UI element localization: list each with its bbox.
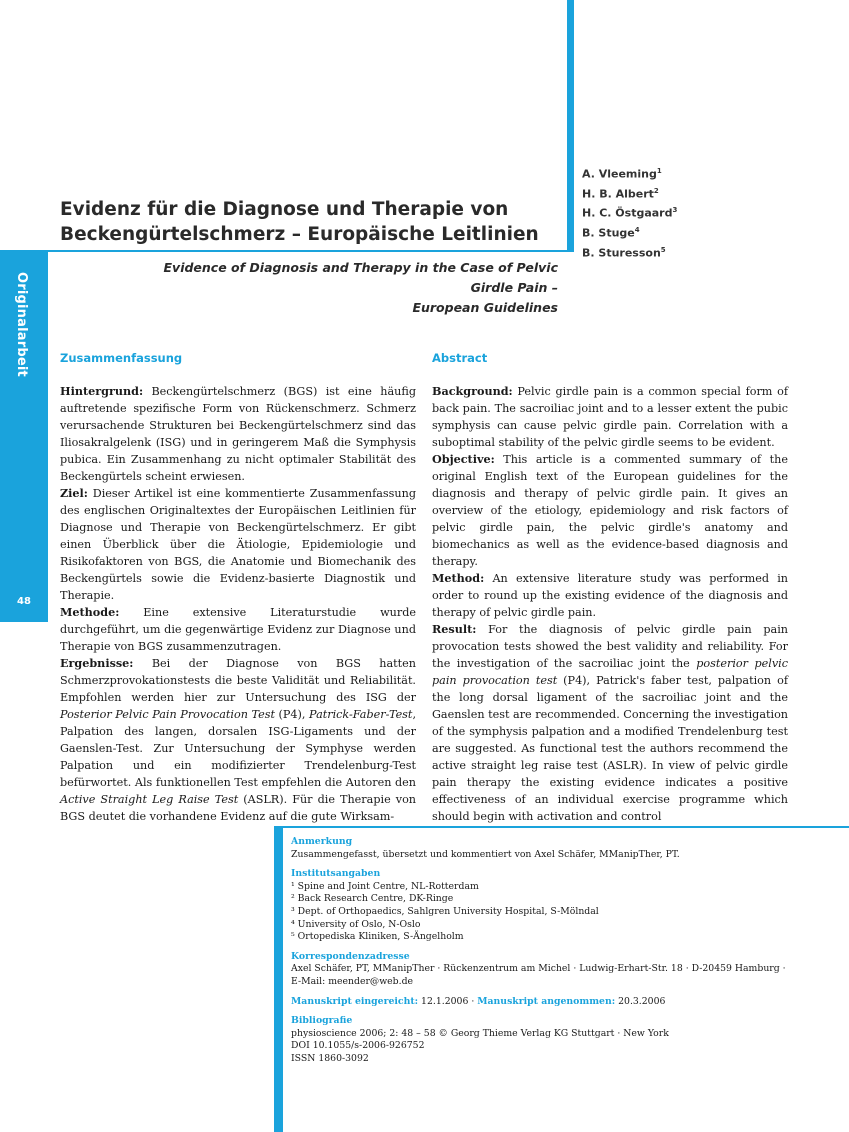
german-summary-column: [60, 350, 416, 825]
title-line-1: Evidenz für die Diagnose und Therapie von: [60, 199, 509, 220]
received-label: Manuskript eingereicht:: [291, 995, 419, 1007]
korrespondenz-block: [291, 951, 846, 989]
subtitle-line-2: European Guidelines: [412, 300, 558, 315]
section-label: Originalarbeit: [14, 272, 29, 377]
institute-line: ² Back Research Centre, DK-Ringe: [291, 893, 454, 905]
info-box-top-rule: [274, 826, 849, 828]
method-paragraph: Method: An extensive literature study was performed in order to round up the existing evidence of the diagnosis and therapy of pelvic girdle pain.: [432, 571, 788, 619]
biblio-doi: DOI 10.1055/s-2006-926752: [291, 1040, 425, 1052]
institute-line: ³ Dept. of Orthopaedics, Sahlgren University Hospital, S-Mölndal: [291, 905, 599, 917]
horizontal-rule: [0, 250, 567, 252]
zusammenfassung-heading: Zusammenfassung: [60, 351, 183, 365]
english-abstract-column: [432, 350, 788, 825]
info-box-left-bar: [274, 826, 283, 1132]
accepted-label: Manuskript angenommen:: [477, 995, 616, 1007]
institute-line: ¹ Spine and Joint Centre, NL-Rotterdam: [291, 880, 479, 892]
author: A. Vleeming$^1$: [582, 167, 662, 181]
manuscript-dates: [291, 996, 846, 1009]
article-info-box: [274, 826, 849, 1132]
ziel-paragraph: Ziel: Dieser Artikel ist eine kommentierte Zusammenfassung des englischen Originaltextes der Europäischen Leitlinien für Diagnose und Therapie von Beckengürtelschmerz. Er gibt einen Überblick über die Ätiologie, Epidemiologie und Risikofaktoren von BGS, die Anatomie und Biomechanik des Beckengürtels sowie die Evidenz-basierte Diagnostik und Therapie.: [60, 486, 416, 602]
institut-heading: Institutsangaben: [291, 868, 381, 880]
korrespondenz-line-1: Axel Schäfer, PT, MManipTher · Rückenzentrum am Michel · Ludwig-Erhart-Str. 18 · D-20459 Hamburg ·: [291, 963, 786, 975]
institute-line: ⁴ University of Oslo, N-Oslo: [291, 918, 421, 930]
hintergrund-paragraph: Hintergrund: Beckengürtelschmerz (BGS) ist eine häufig auftretende spezifische Form von Rückenschmerz. Schmerz verursachende Strukturen bei Beckengürtelschmerz sind das Iliosakralgelenk (ISG) und in geringerem Maß die Symphysis pubica. Ein Zusammenhang zu nicht optimaler Stabilität des Beckengürtels scheint erwiesen.: [60, 384, 416, 483]
received-date: 12.1.2006 ·: [418, 995, 478, 1007]
vertical-rule: [567, 0, 574, 252]
subtitle-line-1: Evidence of Diagnosis and Therapy in the Case of Pelvic Girdle Pain –: [163, 260, 558, 295]
author: B. Sturesson$^5$: [582, 245, 666, 260]
methode-paragraph: Methode: Eine extensive Literaturstudie wurde durchgeführt, um die gegenwärtige Evidenz zur Diagnose und Therapie von BGS zusammenzutragen.: [60, 605, 416, 653]
korrespondenz-email: E-Mail: meender@web.de: [291, 975, 414, 987]
korrespondenz-heading: Korrespondenzadresse: [291, 950, 410, 962]
title-line-2: Beckengürtelschmerz – Europäische Leitlinien: [60, 224, 539, 245]
author: H. B. Albert$^2$: [582, 186, 659, 201]
result-paragraph: Result: For the diagnosis of pelvic girdle pain pain provocation tests showed the best validity and reliability. For the investigation of the sacroiliac joint the posterior pelvic pain provocation test (P4), Patrick's faber test, palpation of the long dorsal ligament of the sacroiliac joint and the Gaenslen test are recommended. Concerning the investigation of the symphysis palpation and a modified Trendelenburg test are suggested. As functional test the authors recommend the active straight leg raise test (ASLR). In view of pelvic girdle pain therapy the existing evidence indicates a positive effectiveness of an individual exercise programme which should begin with activation and control: [432, 622, 789, 823]
accepted-date: 20.3.2006: [615, 995, 666, 1007]
page-number: 48: [17, 596, 31, 607]
abstract-heading: Abstract: [432, 351, 488, 365]
biblio-line: physioscience 2006; 2: 48 – 58 © Georg Thieme Verlag KG Stuttgart · New York: [291, 1027, 669, 1039]
info-box-content: [291, 836, 846, 1073]
institute-line: ⁵ Ortopediska Kliniken, S-Ängelholm: [291, 931, 464, 943]
institut-block: [291, 868, 846, 944]
author: B. Stuge$^4$: [582, 225, 640, 240]
ergebnisse-paragraph: Ergebnisse: Bei der Diagnose von BGS hatten Schmerzprovokationstests die beste Validität und Reliabilität. Empfohlen werden hier zur Untersuchung des ISG der Posterior Pelvic Pain Provocation Test (P4), Patrick-Faber-Test, Palpation des langen, dorsalen ISG-Ligaments und der Gaenslen-Test. Zur Untersuchung der Symphyse werden Palpation und ein modifizierter Trendelenburg-Test befürwortet. Als funktionellen Test empfehlen die Autoren den Active Straight Leg Raise Test (ASLR). Für die Therapie von BGS deutet die vorhandene Evidenz auf die gute Wirksam-: [60, 656, 417, 823]
author-list: [582, 163, 677, 261]
bibliografie-heading: Bibliografie: [291, 1015, 353, 1027]
anmerkung-text: Zusammengefasst, übersetzt und kommentiert von Axel Schäfer, MManipTher, PT.: [291, 848, 680, 860]
biblio-issn: ISSN 1860-3092: [291, 1052, 369, 1064]
bibliografie-block: [291, 1015, 846, 1065]
anmerkung-block: [291, 836, 846, 861]
author: H. C. Östgaard$^3$: [582, 206, 678, 220]
anmerkung-heading: Anmerkung: [291, 836, 353, 847]
article-title: [60, 197, 560, 247]
background-paragraph: Background: Pelvic girdle pain is a common special form of back pain. The sacroiliac joint and to a lesser extent the pubic symphysis can cause pelvic girdle pain. Correlation with a suboptimal stability of the pelvic girdle seems to be evident.: [432, 384, 788, 449]
objective-paragraph: Objective: This article is a commented summary of the original English text of the European guidelines for the diagnosis and therapy of pelvic girdle pain. It gives an overview of the etiology, epidemiology and risk factors of pelvic girdle pain, the pelvic girdle's anatomy and biomechanics as well as the evidence-based diagnosis and therapy.: [432, 452, 788, 568]
article-subtitle: [118, 258, 558, 318]
